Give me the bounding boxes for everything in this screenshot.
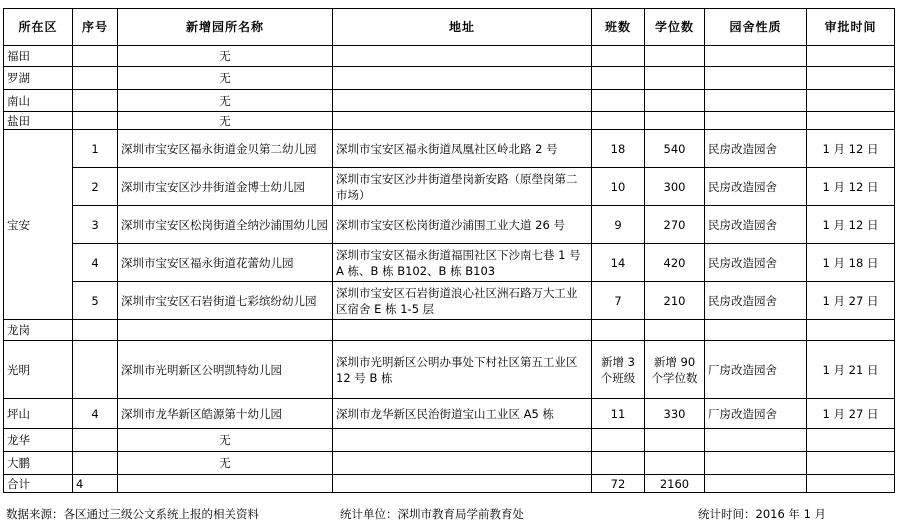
seq-cell: 1 — [73, 130, 118, 168]
seq-cell: 5 — [73, 282, 118, 320]
footer — [0, 506, 899, 524]
name-cell: 深圳市龙华新区皓源第十幼儿园 — [118, 399, 333, 429]
district-cell: 坪山 — [4, 399, 73, 429]
seats-cell: 210 — [645, 282, 705, 320]
date-cell: 1 月 12 日 — [807, 130, 895, 168]
address-cell — [333, 90, 592, 112]
classes-cell — [592, 452, 645, 475]
seq-cell — [73, 429, 118, 452]
nature-cell: 民房改造园舍 — [705, 282, 807, 320]
name-cell — [118, 475, 333, 493]
seats-cell — [645, 452, 705, 475]
table-row — [4, 399, 895, 429]
table-row — [4, 429, 895, 452]
address-cell — [333, 112, 592, 130]
address-cell: 深圳市宝安区福永街道福围社区下沙南七巷 1 号 A 栋、B 栋 B102、B 栋 B103 — [333, 244, 592, 282]
table-row — [4, 130, 895, 168]
date-cell: 1 月 21 日 — [807, 341, 895, 399]
nature-cell — [705, 67, 807, 90]
seq-cell — [73, 67, 118, 90]
seats-cell — [645, 320, 705, 341]
table-row — [4, 168, 895, 206]
seq-cell: 4 — [73, 244, 118, 282]
date-cell: 1 月 12 日 — [807, 206, 895, 244]
seats-cell: 540 — [645, 130, 705, 168]
classes-cell: 9 — [592, 206, 645, 244]
date-cell — [807, 112, 895, 130]
header-date: 审批时间 — [807, 9, 895, 46]
classes-cell: 11 — [592, 399, 645, 429]
nature-cell — [705, 46, 807, 67]
district-cell: 盐田 — [4, 112, 73, 130]
seq-cell: 2 — [73, 168, 118, 206]
date-cell — [807, 475, 895, 493]
header-seats: 学位数 — [645, 9, 705, 46]
nature-cell: 民房改造园舍 — [705, 244, 807, 282]
classes-cell: 7 — [592, 282, 645, 320]
classes-cell — [592, 320, 645, 341]
table-row — [4, 112, 895, 130]
nature-cell: 厂房改造园舍 — [705, 399, 807, 429]
address-cell: 深圳市宝安区沙井街道壆岗新安路（原壆岗第二市场） — [333, 168, 592, 206]
nature-cell — [705, 320, 807, 341]
seq-cell — [73, 320, 118, 341]
date-cell: 1 月 27 日 — [807, 282, 895, 320]
classes-cell — [592, 46, 645, 67]
table-row — [4, 341, 895, 399]
address-cell: 深圳市宝安区石岩街道浪心社区洲石路万大工业区宿舍 E 栋 1-5 层 — [333, 282, 592, 320]
district-cell: 宝安 — [4, 130, 73, 320]
seq-cell: 3 — [73, 206, 118, 244]
kindergarten-table — [3, 8, 895, 493]
date-cell — [807, 320, 895, 341]
name-cell: 深圳市宝安区石岩街道七彩缤纷幼儿园 — [118, 282, 333, 320]
address-cell — [333, 452, 592, 475]
table-row — [4, 452, 895, 475]
stat-unit: 统计单位：深圳市教育局学前教育处 — [340, 507, 524, 521]
name-cell — [118, 320, 333, 341]
address-cell — [333, 429, 592, 452]
stat-time: 统计时间：2016 年 1 月 — [698, 507, 827, 521]
seats-cell: 300 — [645, 168, 705, 206]
classes-cell — [592, 90, 645, 112]
district-cell: 罗湖 — [4, 67, 73, 90]
classes-cell: 10 — [592, 168, 645, 206]
date-cell — [807, 429, 895, 452]
name-cell: 深圳市光明新区公明凯特幼儿园 — [118, 341, 333, 399]
name-cell: 深圳市宝安区沙井街道金博士幼儿园 — [118, 168, 333, 206]
nature-cell: 厂房改造园舍 — [705, 341, 807, 399]
nature-cell: 民房改造园舍 — [705, 168, 807, 206]
header-address: 地址 — [333, 9, 592, 46]
table-row — [4, 67, 895, 90]
seq-cell: 4 — [73, 399, 118, 429]
total-label: 合计 — [4, 475, 73, 493]
date-cell: 1 月 18 日 — [807, 244, 895, 282]
address-cell — [333, 67, 592, 90]
district-cell: 光明 — [4, 341, 73, 399]
total-classes: 72 — [592, 475, 645, 493]
date-cell: 1 月 12 日 — [807, 168, 895, 206]
seats-cell — [645, 67, 705, 90]
classes-cell — [592, 429, 645, 452]
address-cell: 深圳市宝安区福永街道凤凰社区岭北路 2 号 — [333, 130, 592, 168]
seq-cell — [73, 46, 118, 67]
date-cell: 1 月 27 日 — [807, 399, 895, 429]
seats-cell — [645, 112, 705, 130]
district-cell: 福田 — [4, 46, 73, 67]
date-cell — [807, 452, 895, 475]
seats-cell — [645, 90, 705, 112]
header-seq: 序号 — [73, 9, 118, 46]
table-row — [4, 46, 895, 67]
classes-cell: 14 — [592, 244, 645, 282]
table-row — [4, 90, 895, 112]
total-row — [4, 475, 895, 493]
name-cell: 无 — [118, 452, 333, 475]
seq-cell — [73, 452, 118, 475]
classes-cell: 18 — [592, 130, 645, 168]
header-district: 所在区 — [4, 9, 73, 46]
district-cell: 南山 — [4, 90, 73, 112]
header-classes: 班数 — [592, 9, 645, 46]
total-seats: 2160 — [645, 475, 705, 493]
nature-cell — [705, 429, 807, 452]
district-cell: 大鹏 — [4, 452, 73, 475]
name-cell: 无 — [118, 90, 333, 112]
address-cell — [333, 475, 592, 493]
table-row — [4, 206, 895, 244]
seq-cell — [73, 112, 118, 130]
classes-cell: 新增 3 个班级 — [592, 341, 645, 399]
header-nature: 园舍性质 — [705, 9, 807, 46]
date-cell — [807, 67, 895, 90]
header-row — [4, 9, 895, 46]
name-cell: 深圳市宝安区松岗街道全纳沙浦围幼儿园 — [118, 206, 333, 244]
address-cell: 深圳市宝安区松岗街道沙浦围工业大道 26 号 — [333, 206, 592, 244]
seq-cell — [73, 341, 118, 399]
district-cell: 龙华 — [4, 429, 73, 452]
seats-cell: 270 — [645, 206, 705, 244]
total-count: 4 — [73, 475, 118, 493]
name-cell: 无 — [118, 46, 333, 67]
seats-cell — [645, 429, 705, 452]
table-row — [4, 282, 895, 320]
date-cell — [807, 90, 895, 112]
table-row — [4, 244, 895, 282]
name-cell: 无 — [118, 429, 333, 452]
address-cell: 深圳市龙华新区民治街道宝山工业区 A5 栋 — [333, 399, 592, 429]
seats-cell — [645, 46, 705, 67]
address-cell — [333, 46, 592, 67]
district-cell: 龙岗 — [4, 320, 73, 341]
seats-cell: 420 — [645, 244, 705, 282]
date-cell — [807, 46, 895, 67]
nature-cell: 民房改造园舍 — [705, 206, 807, 244]
nature-cell — [705, 112, 807, 130]
nature-cell — [705, 475, 807, 493]
seats-cell: 330 — [645, 399, 705, 429]
seq-cell — [73, 90, 118, 112]
data-source: 数据来源：各区通过三级公文系统上报的相关资料 — [6, 507, 259, 521]
nature-cell — [705, 452, 807, 475]
classes-cell — [592, 112, 645, 130]
name-cell: 深圳市宝安区福永街道花蕾幼儿园 — [118, 244, 333, 282]
classes-cell — [592, 67, 645, 90]
name-cell: 深圳市宝安区福永街道金贝第二幼儿园 — [118, 130, 333, 168]
address-cell — [333, 320, 592, 341]
name-cell: 无 — [118, 112, 333, 130]
nature-cell: 民房改造园舍 — [705, 130, 807, 168]
seats-cell: 新增 90 个学位数 — [645, 341, 705, 399]
header-name: 新增园所名称 — [118, 9, 333, 46]
table-row — [4, 320, 895, 341]
address-cell: 深圳市光明新区公明办事处下村社区第五工业区 12 号 B 栋 — [333, 341, 592, 399]
name-cell: 无 — [118, 67, 333, 90]
nature-cell — [705, 90, 807, 112]
